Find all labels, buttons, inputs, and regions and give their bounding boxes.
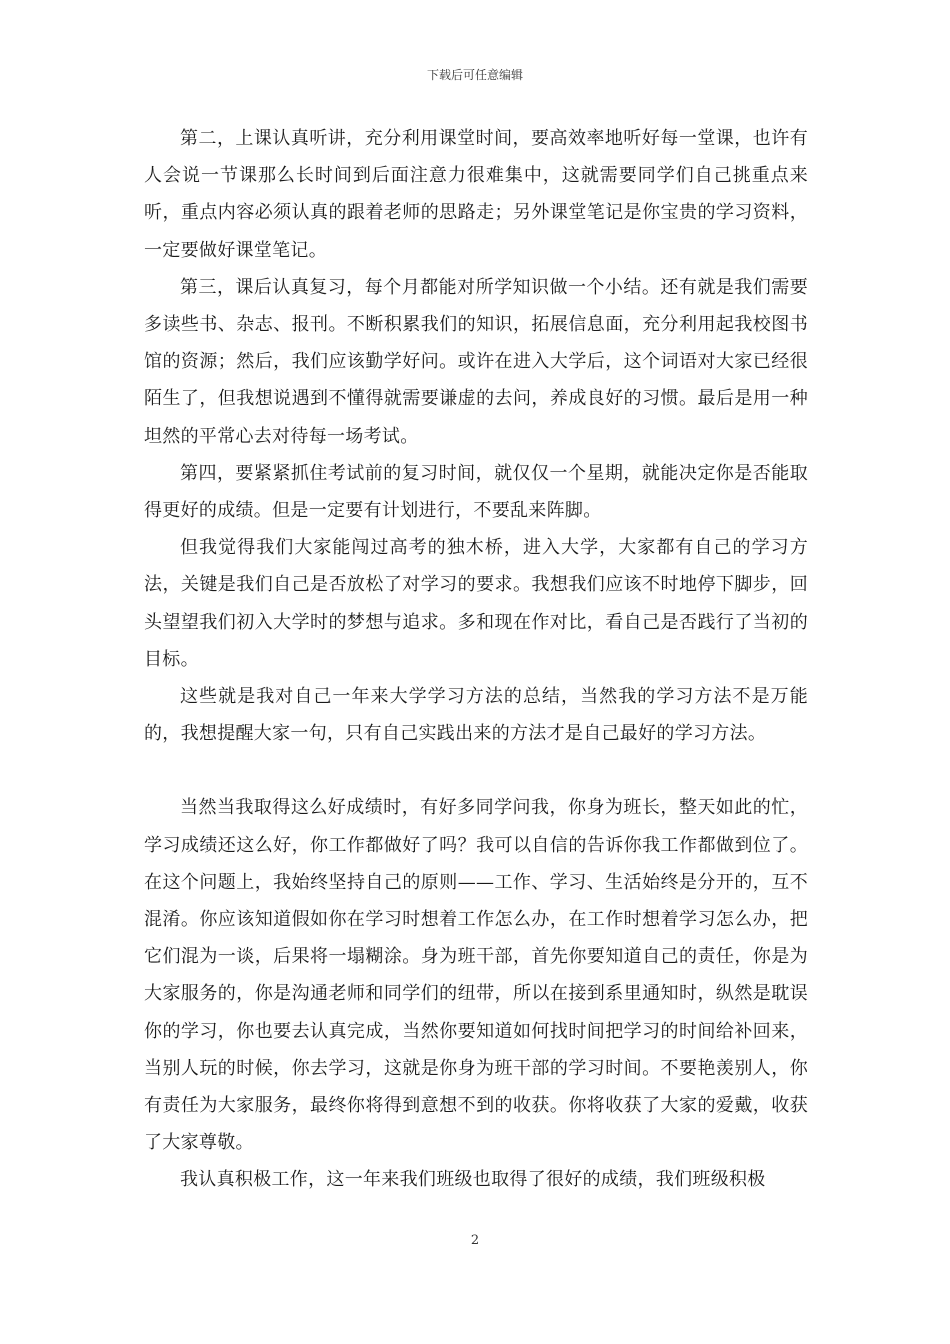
paragraph-study-method: 但我觉得我们大家能闯过高考的独木桥，进入大学，大家都有自己的学习方法，关键是我们自己是否放松了对学习的要求。我想我们应该不时地停下脚步，回头望望我们初入大学时的梦想与追求。多和现在作对比，看自己是否践行了当初的目标。 [144,537,808,670]
paragraph-class-achievements: 我认真积极工作，这一年来我们班级也取得了很好的成绩，我们班级积极 [180,1169,766,1191]
paragraph-exam-review: 第四，要紧紧抓住考试前的复习时间，就仅仅一个星期，就能决定你是否能取得更好的成绩。但是一定要有计划进行，不要乱来阵脚。 [144,462,808,522]
paragraph-class-monitor-work: 当然当我取得这么好成绩时，有好多同学问我，你身为班长，整天如此的忙，学习成绩还这么好，你工作都做好了吗？我可以自信的告诉你我工作都做到位了。在这个问题上，我始终坚持自己的原则——工作、学习、生活始终是分开的，互不混淆。你应该知道假如你在学习时想着工作怎么办，在工作时想着学习怎么办，把它们混为一谈，后果将一塌糊涂。身为班干部，首先你要知道自己的责任，你是为大家服务的，你是沟通老师和同学们的纽带，所以在接到系里通知时，纵然是耽误你的学习，你也要去认真完成，当然你要知道如何找时间把学习的时间给补回来，当别人玩的时候，你去学习，这就是你身为班干部的学习时间。不要艳羡别人，你有责任为大家服务，最终你将得到意想不到的收获。你将收获了大家的爱戴，收获了大家尊敬。 [144,797,808,1154]
paragraph-review-after-class: 第三，课后认真复习，每个月都能对所学知识做一个小结。还有就是我们需要多读些书、杂志、报刊。不断积累我们的知识，拓展信息面，充分利用起我校图书馆的资源；然后，我们应该勤学好问。或许在进入大学后，这个词语对大家已经很陌生了，但我想说遇到不懂得就需要谦虚的去问，养成良好的习惯。最后是用一种坦然的平常心去对待每一场考试。 [144,276,808,447]
document-body [144,120,808,1199]
page-header: 下载后可任意编辑 [426,68,523,82]
paragraph-summary: 这些就是我对自己一年来大学学习方法的总结，当然我的学习方法不是万能的，我想提醒大家一句，只有自己实践出来的方法才是自己最好的学习方法。 [144,686,808,745]
paragraph-study-in-class: 第二，上课认真听讲，充分利用课堂时间，要高效率地听好每一堂课，也许有人会说一节课那么长时间到后面注意力很难集中，这就需要同学们自己挑重点来听，重点内容必须认真的跟着老师的思路走；另外课堂笔记是你宝贵的学习资料，一定要做好课堂笔记。 [144,128,808,261]
page-number: 2 [470,1233,480,1248]
